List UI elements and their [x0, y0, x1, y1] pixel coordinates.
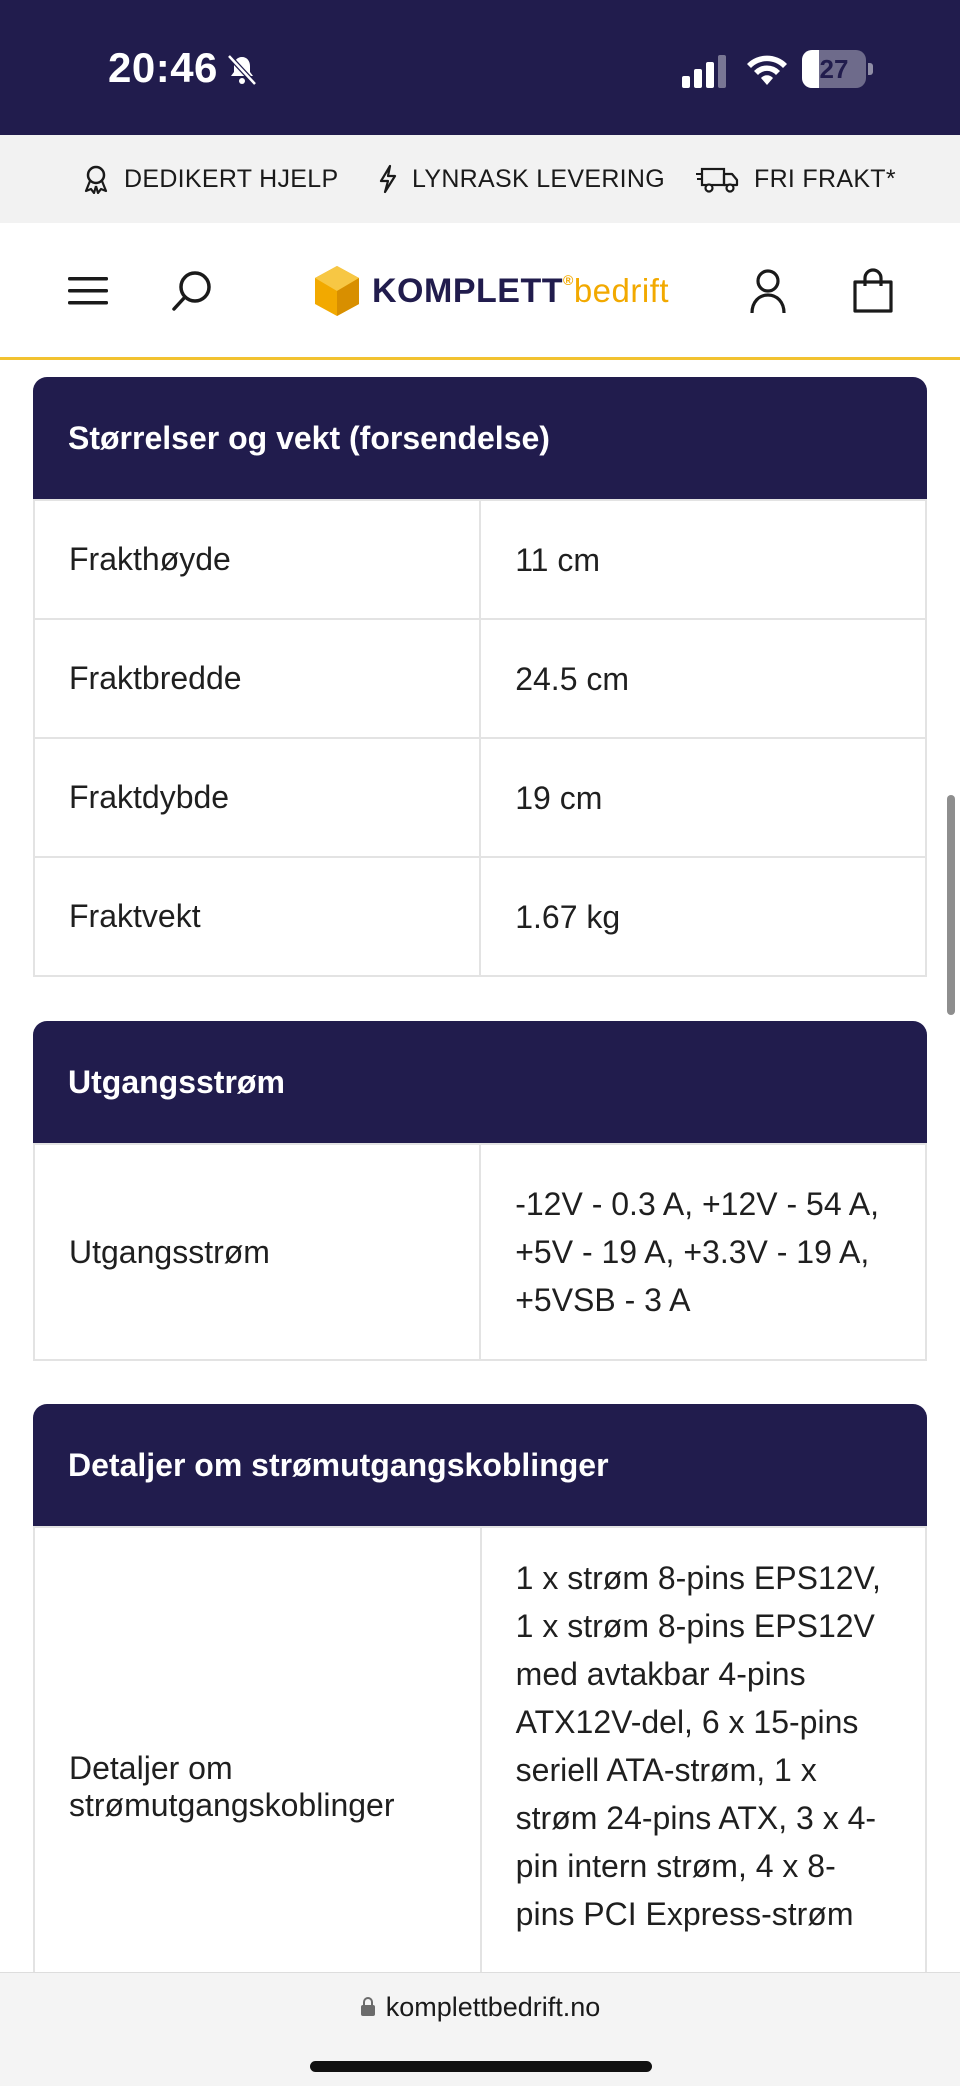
logo-wordmark: KOMPLETT®bedrift [372, 271, 670, 310]
battery-level: 27 [819, 54, 849, 84]
usp-label: FRI FRAKT* [754, 164, 896, 193]
table-row [34, 1144, 926, 1360]
spec-section-connectors [33, 1404, 927, 2048]
spec-key: Fraktbredde [34, 619, 480, 738]
browser-address-bar [0, 1972, 960, 2086]
usp-bar [0, 135, 960, 223]
battery-cap [868, 63, 873, 75]
spec-section-shipping-size [33, 377, 927, 977]
battery-body [802, 50, 866, 88]
spec-value: 1.67 kg [480, 857, 926, 976]
usp-label: LYNRASK LEVERING [412, 164, 666, 193]
spec-key: Fraktvekt [34, 857, 480, 976]
komplett-bedrift-logo[interactable] [312, 263, 669, 319]
status-time: 20:46 [108, 44, 218, 91]
section-title: Utgangsstrøm [33, 1021, 927, 1143]
spec-key: Detaljer om strømutgangskoblinger [34, 1527, 481, 2047]
search-icon [169, 268, 215, 314]
usp-free-shipping [696, 135, 896, 223]
truck-icon [696, 164, 740, 194]
bell-muted-icon [224, 52, 260, 88]
spec-key: Fraktdybde [34, 738, 480, 857]
menu-button[interactable] [60, 263, 116, 319]
page-scrollbar[interactable] [947, 795, 955, 1015]
table-row [34, 619, 926, 738]
url-field[interactable] [0, 1987, 960, 2027]
site-header [0, 223, 960, 360]
spec-value: 19 cm [480, 738, 926, 857]
cart-button[interactable] [845, 263, 901, 319]
spec-value: 1 x strøm 8-pins EPS12V, 1 x strøm 8-pins EPS12V med avtakbar 4-pins ATX12V-del, 6 x 15-pins seriell ATA-strøm, 1 x strøm 24-pins ATX, 3 x 4-pin intern strøm, 4 x 8-pins PCI Express-strøm [481, 1527, 926, 2047]
table-row [34, 500, 926, 619]
cellular-signal-icon [680, 54, 730, 88]
usp-dedicated-help [82, 135, 338, 223]
wifi-icon [744, 50, 790, 88]
spec-key: Utgangsstrøm [34, 1144, 480, 1360]
section-title: Størrelser og vekt (forsendelse) [33, 377, 927, 499]
spec-value: 24.5 cm [480, 619, 926, 738]
spec-key: Frakthøyde [34, 500, 480, 619]
home-indicator[interactable] [310, 2061, 652, 2072]
spec-value: -12V - 0.3 A, +12V - 54 A, +5V - 19 A, +3.3V - 19 A, +5VSB - 3 A [480, 1144, 926, 1360]
user-icon [748, 267, 788, 315]
usp-label: DEDIKERT HJELP [124, 164, 339, 193]
badge-icon [82, 164, 110, 194]
lock-icon [360, 1997, 376, 2017]
lightning-icon [378, 164, 398, 194]
status-bar [0, 0, 960, 135]
usp-fast-delivery [378, 135, 665, 223]
spec-section-output-current [33, 1021, 927, 1361]
spec-table [33, 1143, 927, 1361]
table-row [34, 857, 926, 976]
battery-indicator [802, 50, 874, 88]
spec-value: 11 cm [480, 500, 926, 619]
search-button[interactable] [164, 263, 220, 319]
spec-table [33, 1526, 927, 2048]
account-button[interactable] [740, 263, 796, 319]
komplett-logo-icon [312, 264, 362, 318]
url-text: komplettbedrift.no [385, 1991, 601, 2022]
shopping-bag-icon [852, 268, 894, 314]
table-row [34, 1527, 926, 2047]
table-row [34, 738, 926, 857]
spec-table [33, 499, 927, 977]
hamburger-menu-icon [66, 274, 110, 308]
section-title: Detaljer om strømutgangskoblinger [33, 1404, 927, 1526]
